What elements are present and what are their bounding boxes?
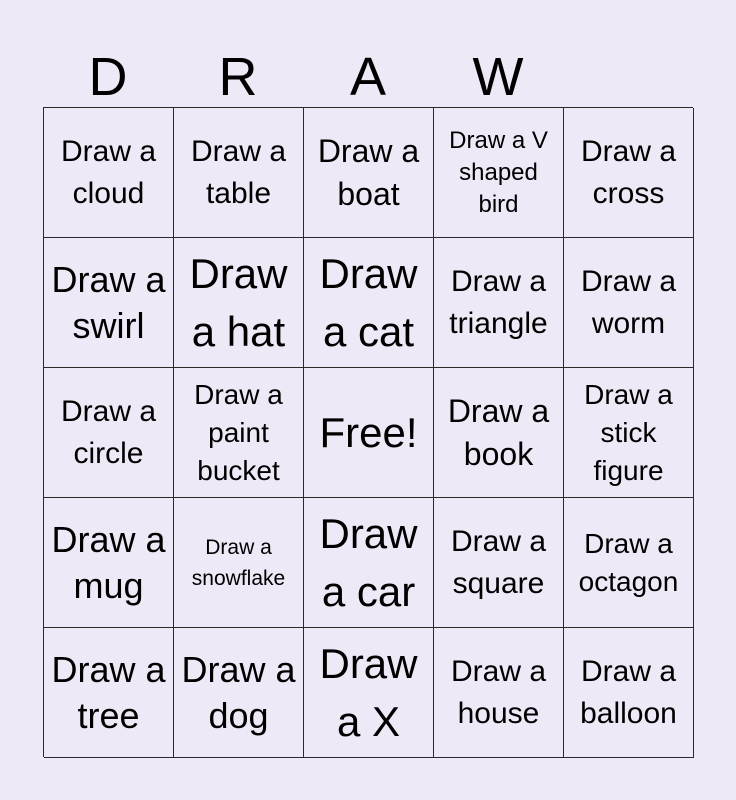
header-letter-r: R	[218, 47, 258, 107]
bingo-cell[interactable]	[434, 108, 564, 238]
header-letter-a: A	[349, 47, 387, 107]
cell-label: Draw a stick figure	[584, 378, 673, 486]
cell-label: Draw a swirl	[51, 258, 166, 346]
free-space-label: Free!	[319, 408, 418, 456]
cell-label: Draw a cross	[580, 134, 677, 210]
cell-label: Draw a cloud	[60, 134, 157, 210]
bingo-cell[interactable]	[564, 368, 694, 498]
cell-label: Draw a snowflake	[191, 535, 286, 590]
bingo-header	[43, 48, 693, 106]
cell-label: Draw a table	[190, 134, 287, 210]
cell-label: Draw a car	[319, 509, 418, 615]
bingo-cell[interactable]	[304, 108, 434, 238]
bingo-cell[interactable]	[174, 368, 304, 498]
bingo-cell[interactable]	[304, 628, 434, 758]
cell-label: Draw a circle	[60, 394, 157, 470]
cell-label: Draw a V shaped bird	[449, 126, 548, 218]
cell-label: Draw a hat	[189, 249, 288, 355]
bingo-card-grid	[43, 107, 693, 757]
cell-label: Draw a X	[319, 639, 418, 745]
cell-label: Draw a worm	[580, 264, 677, 340]
cell-label: Draw a octagon	[578, 527, 679, 597]
bingo-cell[interactable]	[44, 238, 174, 368]
bingo-cell[interactable]	[564, 628, 694, 758]
cell-label: Draw a cat	[319, 249, 418, 355]
bingo-cell[interactable]	[174, 238, 304, 368]
bingo-cell[interactable]	[174, 108, 304, 238]
bingo-cell[interactable]	[174, 628, 304, 758]
cell-label: Draw a triangle	[449, 264, 548, 340]
bingo-cell[interactable]	[434, 238, 564, 368]
free-space-cell[interactable]	[304, 368, 434, 498]
cell-label: Draw a tree	[51, 648, 166, 736]
cell-label: Draw a square	[450, 524, 547, 600]
bingo-cell[interactable]	[434, 498, 564, 628]
bingo-cell[interactable]	[434, 368, 564, 498]
cell-label: Draw a paint bucket	[194, 378, 283, 486]
cell-label: Draw a dog	[181, 648, 296, 736]
cell-label: Draw a boat	[317, 132, 420, 212]
header-letter-w: W	[472, 47, 524, 107]
cell-label: Draw a mug	[51, 518, 166, 606]
bingo-cell[interactable]	[44, 108, 174, 238]
bingo-cell[interactable]	[44, 628, 174, 758]
header-letter-d: D	[88, 47, 128, 107]
bingo-cell[interactable]	[564, 238, 694, 368]
bingo-cell[interactable]	[564, 108, 694, 238]
cell-label: Draw a book	[447, 392, 550, 472]
cell-label: Draw a balloon	[580, 654, 677, 730]
bingo-cell[interactable]	[44, 368, 174, 498]
cell-label: Draw a house	[450, 654, 547, 730]
bingo-cell[interactable]	[304, 498, 434, 628]
bingo-cell[interactable]	[304, 238, 434, 368]
bingo-cell[interactable]	[44, 498, 174, 628]
bingo-cell[interactable]	[564, 498, 694, 628]
bingo-cell[interactable]	[434, 628, 564, 758]
bingo-cell[interactable]	[174, 498, 304, 628]
